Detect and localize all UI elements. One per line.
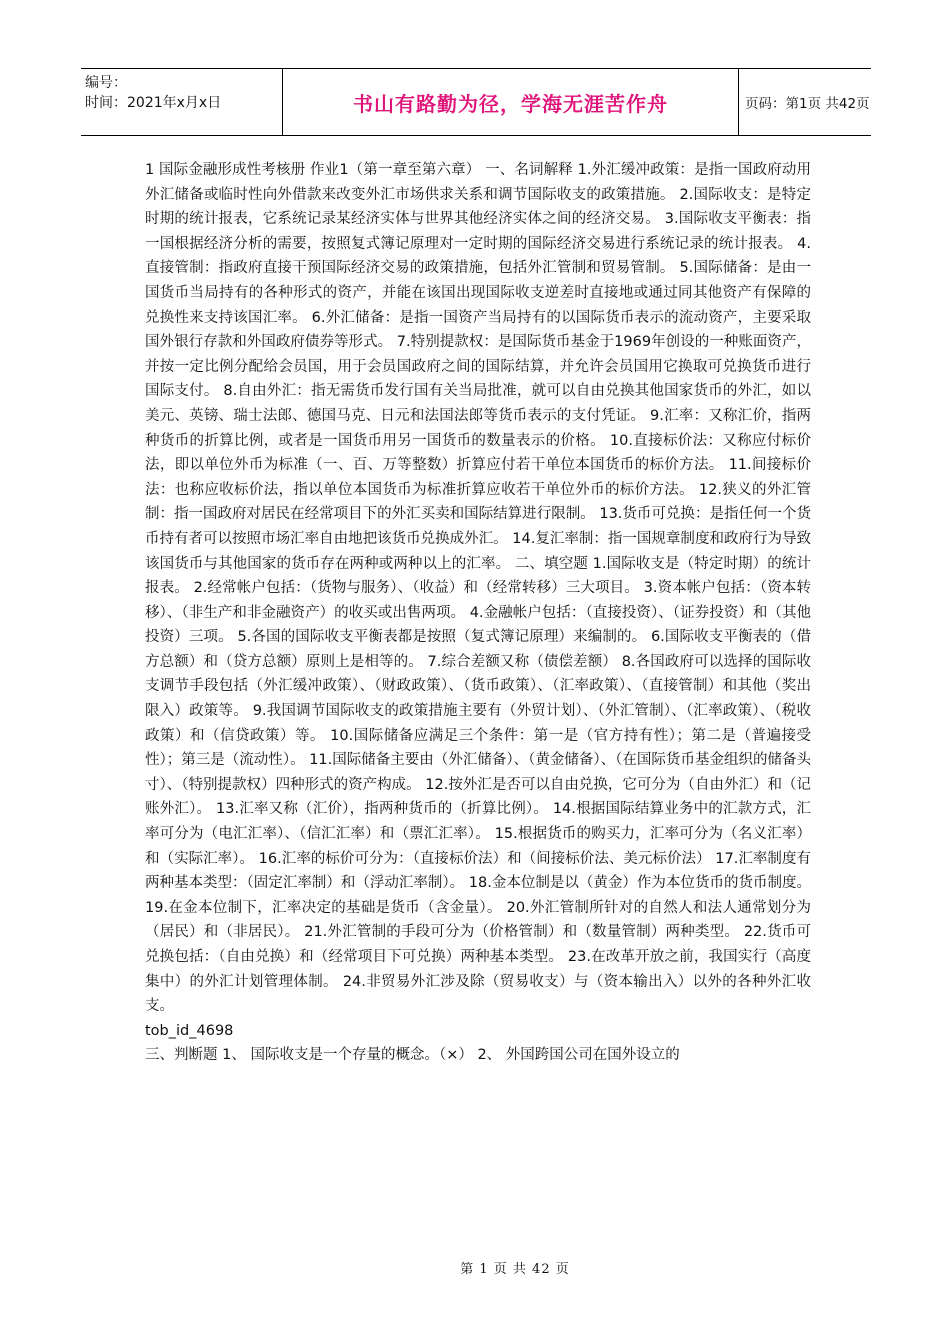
page-footer — [0, 1258, 950, 1277]
header-motto-cell — [283, 69, 739, 135]
tob-id-marker: tob_id_4698 — [145, 1022, 234, 1039]
header-page-info: 页码：第1页 共42页 — [745, 96, 870, 112]
page-header — [81, 68, 871, 136]
document-time-label: 时间：2021年x月x日 — [85, 95, 222, 111]
document-body — [145, 158, 811, 1068]
header-meta — [81, 69, 283, 135]
header-page-info-cell — [739, 69, 871, 135]
header-motto: 书山有路勤为径，学海无涯苦作舟 — [353, 91, 668, 116]
body-paragraph-judgement: 三、判断题 1、 国际收支是一个存量的概念。（×） 2、 外国跨国公司在国外设立的 — [145, 1047, 680, 1064]
footer-page-number: 第 1 页 共 42 页 — [460, 1262, 570, 1277]
document-number-label: 编号： — [85, 75, 127, 91]
body-paragraph-main: 1 国际金融形成性考核册 作业1（第一章至第六章） 一、名词解释 1.外汇缓冲政策：是指一国政府动用外汇储备或临时性向外借款来改变外汇市场供求关系和调节国际收支的政策措施。 2.国际收支：是特定时期的统计报表，它系统记录某经济实体与世界其他经济实体之间的经济交易。 3.国际收支平衡表：指一国根据经济分析的需要，按照复式簿记原理对一定时期的国际经济交易进行系统记录的统计报表。 4.直接管制：指政府直接干预国际经济交易的政策措施，包括外汇管制和贸易管制。 5.国际储备：是由一国货币当局持有的各种形式的资产，并能在该国出现国际收支逆差时直接地或通过同其他资产有保障的兑换性来支持该国汇率。 6.外汇储备：是指一国资产当局持有的以国际货币表示的流动资产，主要采取国外银行存款和外国政府债券等形式。 7.特别提款权：是国际货币基金于1969年创设的一种账面资产，并按一定比例分配给会员国，用于会员国政府之间的国际结算，并允许会员国用它换取可兑换货币进行国际支付。 8.自由外汇：指无需货币发行国有关当局批准，就可以自由兑换其他国家货币的外汇，如以美元、英镑、瑞士法郎、德国马克、日元和法国法郎等货币表示的支付凭证。 9.汇率：又称汇价，指两种货币的折算比例，或者是一国货币用另一国货币的数量表示的价格。 10.直接标价法：又称应付标价法，即以单位外币为标准（一、百、万等整数）折算应付若干单位本国货币的标价方法。 11.间接标价法：也称应收标价法，指以单位本国货币为标准折算应收若干单位外币的标价方法。 12.狭义的外汇管制：指一国政府对居民在经常项目下的外汇买卖和国际结算进行限制。 13.货币可兑换：是指任何一个货币持有者可以按照市场汇率自由地把该货币兑换成外汇。 14.复汇率制：指一国规章制度和政府行为导致该国货币与其他国家的货币存在两种或两种以上的汇率。 二、填空题 1.国际收支是（特定时期）的统计报表。 2.经常帐户包括：（货物与服务）、（收益）和（经常转移）三大项目。 3.资本帐户包括：（资本转移）、（非生产和非金融资产）的收买或出售两项。 4.金融帐户包括：（直接投资）、（证券投资）和（其他投资）三项。 5.各国的国际收支平衡表都是按照（复式簿记原理）来编制的。 6.国际收支平衡表的（借方总额）和（贷方总额）原则上是相等的。 7.综合差额又称（债偿差额） 8.各国政府可以选择的国际收支调节手段包括（外汇缓冲政策）、（财政政策）、（货币政策）、（汇率政策）、（直接管制）和其他（奖出限入）政策等。 9.我国调节国际收支的政策措施主要有（外贸计划）、（外汇管制）、（汇率政策）、（税收政策）和（信贷政策）等。 10.国际储备应满足三个条件：第一是（官方持有性）；第二是（普遍接受性）；第三是（流动性）。 11.国际储备主要由（外汇储备）、（黄金储备）、（在国际货币基金组织的储备头寸）、（特别提款权）四种形式的资产构成。 12.按外汇是否可以自由兑换，它可分为（自由外汇）和（记账外汇）。 13.汇率又称（汇价），指两种货币的（折算比例）。 14.根据国际结算业务中的汇款方式，汇率可分为（电汇汇率）、（信汇汇率）和（票汇汇率）。 15.根据货币的购买力，汇率可分为（名义汇率）和（实际汇率）。 16.汇率的标价可分为：（直接标价法）和（间接标价法、美元标价法） 17.汇率制度有两种基本类型：（固定汇率制）和（浮动汇率制）。 18.金本位制是以（黄金）作为本位货币的货币制度。 19.在金本位制下，汇率决定的基础是货币（含金量）。 20.外汇管制所针对的自然人和法人通常划分为（居民）和（非居民）。 21.外汇管制的手段可分为（价格管制）和（数量管制）两种类型。 22.货币可兑换包括：（自由兑换）和（经常项目下可兑换）两种基本类型。 23.在改革开放之前，我国实行（高度集中）的外汇计划管理体制。 24.非贸易外汇涉及除（贸易收支）与（资本输出入）以外的各种外汇收支。 — [145, 162, 811, 1015]
